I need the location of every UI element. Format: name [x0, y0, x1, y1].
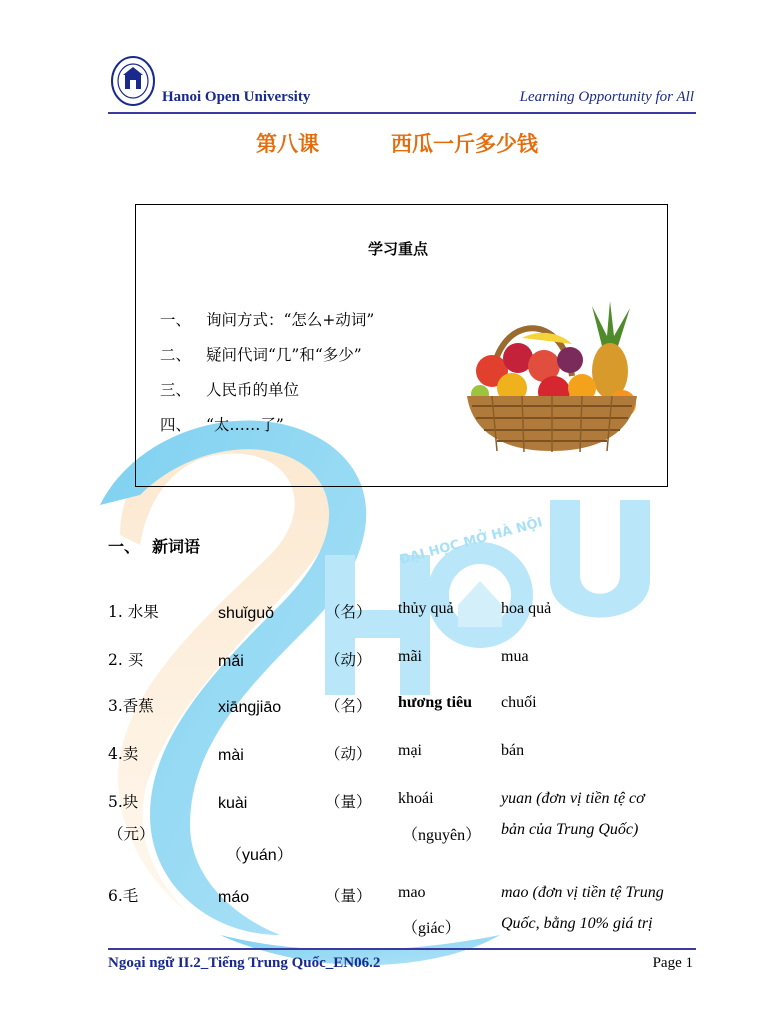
page-number: Page 1 [652, 955, 693, 971]
vocab-hanviet: mao [398, 884, 426, 901]
vocab-meaning-cont: bản của Trung Quốc) [501, 821, 639, 838]
vocab-word: 2. 买 [108, 651, 144, 669]
lesson-title: 西瓜一斤多少钱 [391, 132, 538, 156]
vocab-word: 1. 水果 [108, 603, 159, 621]
vocab-meaning: bán [501, 742, 525, 759]
vocab-pos: （动） [325, 651, 372, 669]
vocab-pos: （动） [325, 745, 372, 763]
vocab-word: 6.毛 [108, 887, 139, 905]
vocab-meaning: yuan (đơn vị tiền tệ cơ [501, 790, 645, 807]
header-rule [108, 112, 696, 114]
vocab-hanviet: mại [398, 742, 422, 759]
vocab-meaning: mua [501, 648, 529, 665]
vocab-hanviet-alt: （giác） [402, 920, 461, 937]
vocab-hanviet: khoái [398, 790, 434, 807]
vocab-pinyin: mài [218, 747, 244, 764]
vocab-pinyin-alt: （yuán） [226, 847, 293, 864]
vocab-word-alt: （元） [108, 825, 155, 843]
vocab-hanviet: mãi [398, 648, 422, 665]
vocab-pinyin: shuǐguǒ [218, 605, 275, 622]
vocab-meaning: hoa quả [501, 600, 552, 617]
university-motto: Learning Opportunity for All [519, 89, 694, 105]
vocab-pos: （量） [325, 887, 372, 905]
vocab-meaning: chuối [501, 694, 537, 711]
vocab-section-heading: 一、 新词语 [108, 537, 201, 556]
footer-course: Ngoại ngữ II.2_Tiếng Trung Quốc_EN06.2 [108, 955, 381, 971]
vocab-pinyin: xiāngjiāo [218, 699, 282, 716]
footer-rule [108, 948, 696, 950]
vocab-word: 4.卖 [108, 745, 139, 763]
vocab-word: 5.块 [108, 793, 139, 811]
key-point-1: 一、 询问方式：“怎么+动词” [160, 311, 375, 329]
key-point-4: 四、 “太……了” [160, 416, 284, 434]
watermark-arc-text: ĐẠI HỌC MỞ HÀ NỘI [397, 515, 545, 568]
key-points-title: 学习重点 [368, 240, 429, 258]
vocab-pos: （名） [325, 697, 372, 715]
key-point-2: 二、 疑问代词“几”和“多少” [160, 346, 362, 364]
vocab-pinyin: kuài [218, 795, 248, 812]
university-logo [110, 55, 156, 107]
vocab-meaning: mao (đơn vị tiền tệ Trung [501, 884, 664, 901]
vocab-hanviet-alt: （nguyên） [402, 827, 482, 844]
vocab-hanviet: hương tiêu [398, 694, 473, 711]
vocab-pos: （名） [325, 603, 372, 621]
vocab-pinyin: máo [218, 889, 250, 906]
vocab-hanviet: thủy quả [398, 600, 454, 617]
vocab-pos: （量） [325, 793, 372, 811]
vocab-word: 3.香蕉 [108, 697, 154, 715]
fruit-basket-image [452, 296, 652, 456]
vocab-meaning-cont: Quốc, bằng 10% giá trị [501, 915, 653, 932]
lesson-number: 第八课 [256, 132, 319, 156]
key-point-3: 三、 人民币的单位 [160, 381, 300, 399]
vocab-pinyin: mǎi [218, 653, 244, 670]
university-name: Hanoi Open University [162, 89, 311, 105]
